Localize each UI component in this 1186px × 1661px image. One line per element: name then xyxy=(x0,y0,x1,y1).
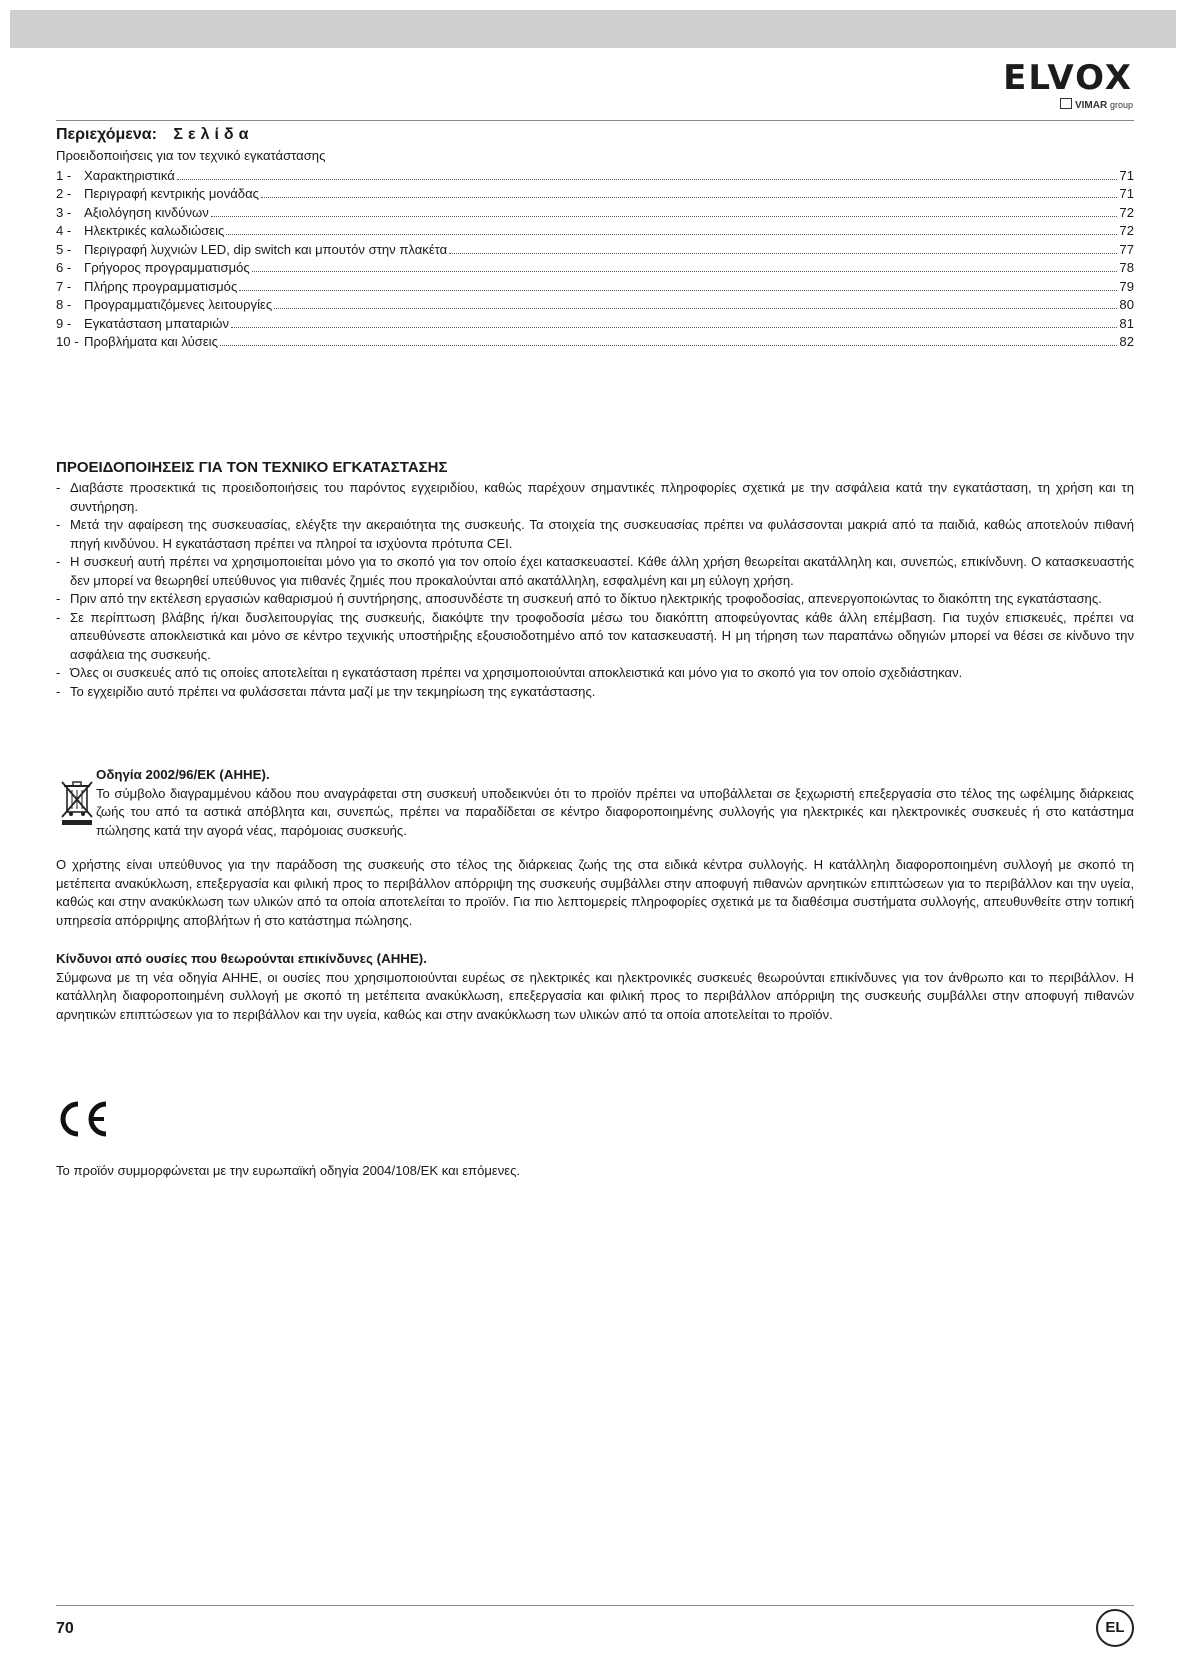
weee-title: Οδηγία 2002/96/ΕΚ (ΑΗΗΕ). xyxy=(96,767,270,782)
toc-item-label: Προγραμματιζόμενες λειτουργίες xyxy=(84,297,273,312)
brand-sub xyxy=(1003,98,1133,111)
warning-item: - Σε περίπτωση βλάβης ή/και δυσλειτουργίας της συσκευής, διακόψτε την τροφοδοσία μέσω του διακόπτη αποφεύγοντας κάθε άλλη επέμβαση. Για τυχόν επισκευές, πρέπει να απευθύνεστε αποκλειστικά και μόνο σε κέντρο τεχνικής υποστήριξης εξουσιοδοτημένο από τον κατασκευαστή. Η μη τήρηση των παραπάνω οδηγιών μπορεί να θέσει σε κίνδυνο την ασφάλεια της συσκευής. xyxy=(56,609,1134,665)
toc-item-page: 77 xyxy=(1119,241,1134,257)
toc-item xyxy=(56,204,1134,223)
toc-list xyxy=(56,167,1134,352)
toc-item-number: 4 - xyxy=(56,223,72,238)
toc-page-label: Σελίδα xyxy=(173,126,254,143)
toc-item-page: 71 xyxy=(1119,186,1134,201)
toc-item xyxy=(56,167,1134,186)
toc-item-label: Ηλεκτρικές καλωδιώσεις xyxy=(84,223,225,238)
warnings-title: ΠΡΟΕΙΔΟΠΟΙΗΣΕΙΣ ΓΙΑ ΤΟΝ ΤΕΧΝΙΚΟ ΕΓΚΑΤΑΣΤΑΣΗΣ xyxy=(56,459,448,476)
toc-leader-dots xyxy=(211,216,1118,217)
user-paragraph: Ο χρήστης είναι υπεύθυνος για την παράδοση της συσκευής στο τέλος της διάρκειας ζωής της στα ειδικά κέντρα συλλογής. Η κατάλληλη διαφοροποιημένη συλλογή με σκοπό τη μετέπειτα ανακύκλωση, επεξεργασία και φιλική προς το περιβάλλον απόρριψη της συσκευής συμβάλλει στην αποφυγή πιθανών αρνητικών επιπτώσεων για το περιβάλλον και την υγεία, καθώς και στην ανακύκλωση των υλικών από τα οποία αποτελείται το προϊόν. Για πιο λεπτομερείς πληροφορίες σχετικά με τα διαθέσιμα συστήματα συλλογής, απευθυνθείτε στην τοπική υπηρεσία απόρριψης αποβλήτων ή στο κατάστημα πώλησης. xyxy=(56,857,1134,928)
toc-item xyxy=(56,278,1134,297)
brand-group: group xyxy=(1109,100,1133,110)
brand-name: ELVOX xyxy=(1003,58,1133,98)
warnings-list xyxy=(56,479,1134,701)
toc-item-page: 82 xyxy=(1119,334,1134,349)
warnings-section xyxy=(56,458,1134,701)
toc-leader-dots xyxy=(177,179,1118,180)
toc-item-page: 81 xyxy=(1119,315,1134,331)
toc-leader-dots xyxy=(252,271,1118,272)
toc-item-number: 6 - xyxy=(56,260,72,275)
toc-item-number: 8 - xyxy=(56,297,72,312)
toc-item-page: 71 xyxy=(1119,167,1134,183)
toc-item-label: Προβλήματα και λύσεις xyxy=(84,334,218,349)
toc-item-number: 1 - xyxy=(56,167,72,183)
hazard-title: Κίνδυνοι από ουσίες που θεωρούνται επικίνδυνες (ΑΗΗΕ). xyxy=(56,951,427,966)
toc-leader-dots xyxy=(220,345,1118,346)
toc-item-page: 72 xyxy=(1119,223,1134,238)
toc-item xyxy=(56,185,1134,204)
toc-leader-dots xyxy=(449,253,1117,254)
hazard-text: Σύμφωνα με τη νέα οδηγία ΑΗΗΕ, οι ουσίες που χρησιμοποιούνται ευρέως σε ηλεκτρικές και ηλεκτρονικές συσκευές θεωρούνται επικίνδυνες για τον άνθρωπο και το περιβάλλον. Η κατάλληλη διαφοροποιημένη συλλογή με σκοπό τη μετέπειτα ανακύκλωση, επεξεργασία και φιλική προς το περιβάλλον απόρριψη της συσκευής συμβάλλει στην αποφυγή πιθανών αρνητικών επιπτώσεων για το περιβάλλον και την υγεία, καθώς και στην ανακύκλωση των υλικών από τα οποία αποτελείται το προϊόν. xyxy=(56,969,1134,1022)
toc-item xyxy=(56,315,1134,334)
hazard-section xyxy=(56,950,1134,1024)
toc-item xyxy=(56,222,1134,241)
weee-text: Το σύμβολο διαγραμμένου κάδου που αναγράφεται στη συσκευή υποδεικνύει ότι το προϊόν πρέπει να υποβάλλεται σε ξεχωριστή επεξεργασία στο τέλος της ωφέλιμης διάρκειας ζωής του από τα αστικά απόβλητα και, συνεπώς, πρέπει να παραδίδεται σε κέντρο διαφοροποιημένης συλλογής για ηλεκτρικές και ηλεκτρονικές συσκευές ή στο κατάστημα πώλησης κατά την αγορά νέας, παρόμοιας συσκευής. xyxy=(96,785,1134,838)
page-number: 70 xyxy=(56,1620,74,1637)
header-rule xyxy=(56,120,1134,121)
toc-item-label: Χαρακτηριστικά xyxy=(84,167,175,183)
toc-leader-dots xyxy=(231,327,1117,328)
brand-sub-name: VIMAR xyxy=(1074,100,1108,111)
toc-item-label: Γρήγορος προγραμματισμός xyxy=(84,260,250,275)
toc-item-number: 7 - xyxy=(56,278,72,294)
warning-item: - Το εγχειρίδιο αυτό πρέπει να φυλάσσεται πάντα μαζί με την τεκμηρίωση της εγκατάστασης. xyxy=(56,683,1134,702)
user-section xyxy=(56,856,1134,930)
ce-mark-icon xyxy=(56,1100,110,1138)
toc-item xyxy=(56,296,1134,315)
toc-item-label: Αξιολόγηση κινδύνων xyxy=(84,204,209,220)
toc-item-page: 80 xyxy=(1119,297,1134,312)
vimar-icon xyxy=(1060,98,1072,109)
toc-item-number: 5 - xyxy=(56,241,72,257)
weee-section xyxy=(56,766,1134,840)
crossed-bin-icon xyxy=(59,780,95,826)
toc-item-page: 72 xyxy=(1119,204,1134,220)
warning-item: - Πριν από την εκτέλεση εργασιών καθαρισμού ή συντήρησης, αποσυνδέστε τη συσκευή από το δίκτυο ηλεκτρικής τροφοδοσίας, απενεργοποιώντας το διακόπτη της εγκατάστασης. xyxy=(56,590,1134,609)
toc-item-number: 10 - xyxy=(56,334,79,349)
toc-item-label: Περιγραφή κεντρικής μονάδας xyxy=(84,186,259,201)
warning-item: - Όλες οι συσκευές από τις οποίες αποτελείται η εγκατάσταση πρέπει να χρησιμοποιούνται αποκλειστικά και μόνο για το σκοπό για τον οποίο σχεδιάστηκαν. xyxy=(56,664,1134,683)
toc-item-label: Πλήρης προγραμματισμός xyxy=(84,278,238,294)
toc-item-page: 79 xyxy=(1119,278,1134,294)
toc-leader-dots xyxy=(239,290,1117,291)
language-badge: EL xyxy=(1096,1609,1134,1647)
toc-item xyxy=(56,259,1134,278)
toc-leader-dots xyxy=(261,197,1117,198)
toc-subtitle: Προειδοποιήσεις για τον τεχνικό εγκατάστασης xyxy=(56,148,326,163)
toc-leader-dots xyxy=(274,308,1117,309)
toc-item-page: 78 xyxy=(1119,260,1134,275)
warning-item: - Διαβάστε προσεκτικά τις προειδοποιήσεις του παρόντος εγχειριδίου, καθώς παρέχουν σημαντικές πληροφορίες σχετικά με την ασφάλεια κατά την εγκατάσταση, τη χρήση και τη συντήρηση. xyxy=(56,479,1134,516)
toc-item-number: 9 - xyxy=(56,315,72,331)
warning-item: - Μετά την αφαίρεση της συσκευασίας, ελέγξτε την ακεραιότητα της συσκευής. Τα στοιχεία της συσκευασίας πρέπει να φυλάσσονται μακριά από τα παιδιά, καθώς αποτελούν πιθανή πηγή κινδύνου. Η εγκατάσταση πρέπει να πληροί τα ισχύοντα πρότυπα CEI. xyxy=(56,516,1134,553)
toc-title-text: Περιεχόμενα: xyxy=(56,126,157,143)
ce-text: Το προϊόν συμμορφώνεται με την ευρωπαϊκή οδηγία 2004/108/ΕΚ και επόμενες. xyxy=(56,1163,521,1178)
header-bar xyxy=(10,10,1176,48)
toc-item-number: 3 - xyxy=(56,204,72,220)
brand-logo xyxy=(1003,60,1133,111)
toc-item-number: 2 - xyxy=(56,186,72,201)
ce-section xyxy=(56,1162,1134,1181)
toc-item xyxy=(56,241,1134,260)
toc-item-label: Εγκατάσταση μπαταριών xyxy=(84,315,230,331)
toc-leader-dots xyxy=(226,234,1117,235)
footer-rule xyxy=(56,1605,1134,1606)
toc-item-label: Περιγραφή λυχνιών LED, dip switch και μπουτόν στην πλακέτα xyxy=(84,241,448,257)
warning-item: - Η συσκευή αυτή πρέπει να χρησιμοποιείται μόνο για το σκοπό για τον οποίο έχει κατασκευαστεί. Κάθε άλλη χρήση θεωρείται ακατάλληλη και, συνεπώς, επικίνδυνη. Ο κατασκευαστής δεν μπορεί να θεωρηθεί υπεύθυνος για πιθανές ζημιές που προκαλούνται από ακατάλληλη, εσφαλμένη και μη εύλογη χρήση. xyxy=(56,553,1134,590)
toc-title xyxy=(56,125,1134,145)
toc-item xyxy=(56,333,1134,352)
toc xyxy=(56,125,1134,352)
